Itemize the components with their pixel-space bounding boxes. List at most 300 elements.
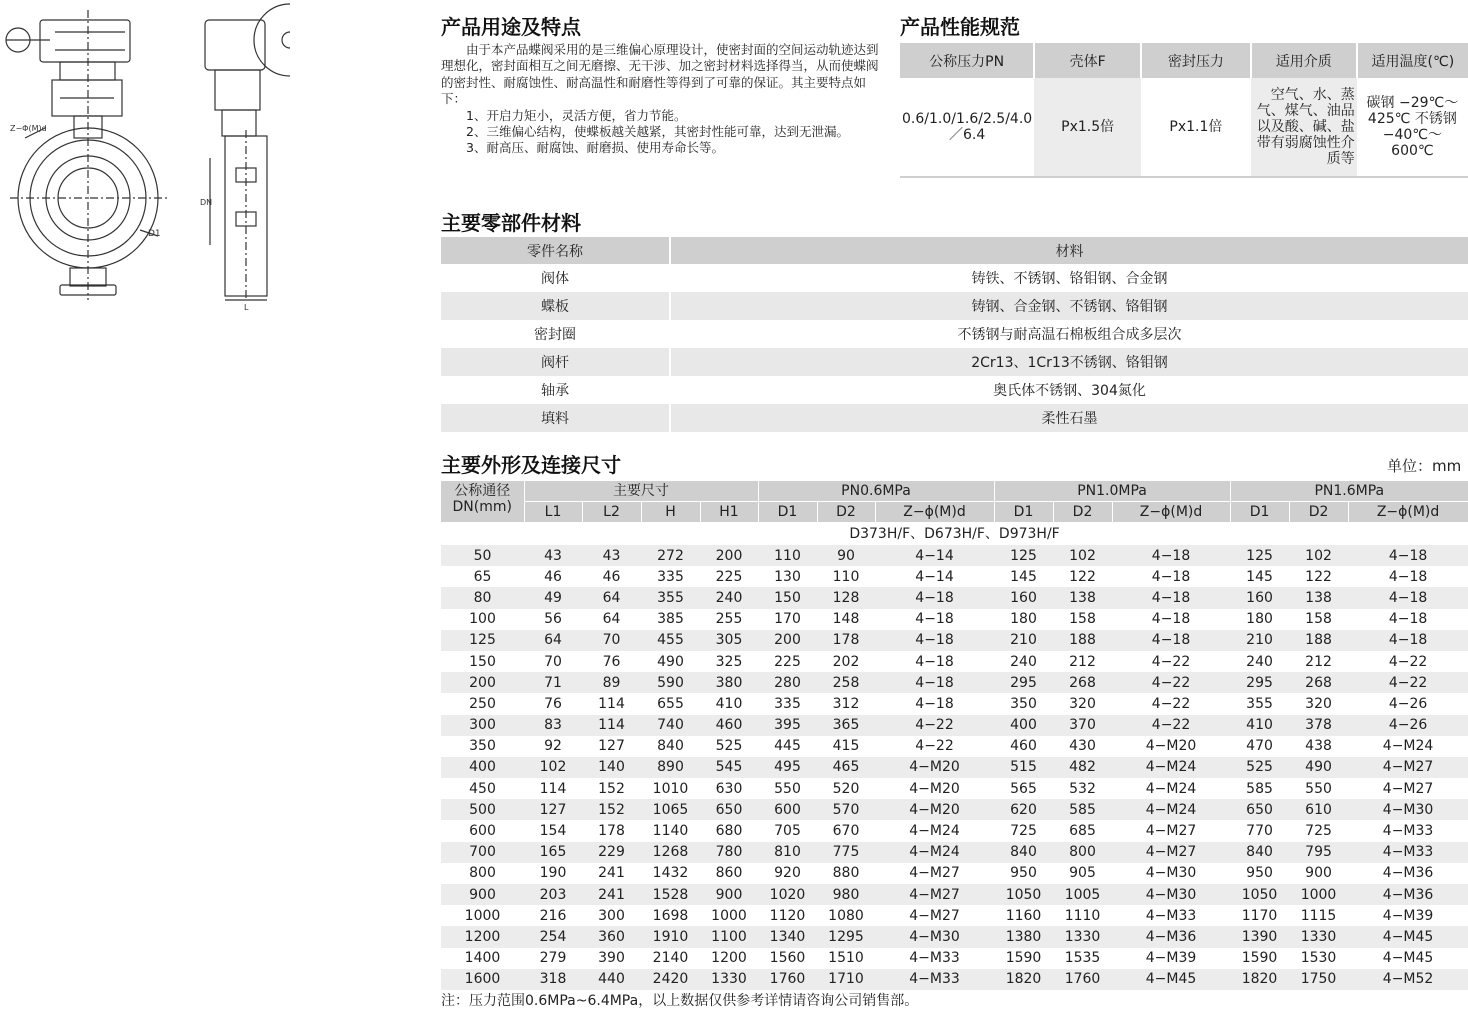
dims-cell: 905	[1069, 865, 1096, 882]
dims-cell: 1750	[1300, 971, 1337, 988]
spec-cell: 0.6/1.0/1.6/2.5/4.0／6.4	[900, 78, 1034, 177]
dims-cell: 4−M27	[909, 865, 960, 882]
dims-cell: 1080	[828, 907, 864, 924]
dims-cell: 241	[598, 886, 625, 903]
dims-cell: 158	[1305, 611, 1332, 628]
dims-cell: 295	[1010, 674, 1037, 691]
dims-cell: 4−M24	[1382, 738, 1434, 755]
dims-cell: 585	[1246, 780, 1273, 797]
dims-cell: 1010	[652, 780, 689, 797]
dims-cell: 400	[469, 759, 496, 776]
dims-title: 主要外形及连接尺寸	[441, 453, 621, 477]
dims-header-pn10: PN1.0MPa	[994, 481, 1230, 502]
dims-cell: 705	[774, 823, 801, 840]
dims-cell: 1600	[464, 971, 501, 988]
dims-cell: 385	[657, 611, 684, 628]
dims-cell: 4−M24	[909, 823, 960, 840]
table-row	[441, 926, 1468, 947]
dims-cell: 4−M20	[909, 780, 960, 797]
dims-cell: 670	[832, 823, 860, 840]
parts-name: 填料	[441, 404, 670, 432]
dims-cell: 2420	[652, 971, 689, 988]
parts-name: 阀杆	[441, 348, 670, 376]
dims-cell: 188	[1305, 632, 1332, 649]
dims-cell: 980	[832, 886, 860, 903]
parts-material: 不锈钢与耐高温石棉板组合成多层次	[957, 327, 1182, 343]
dims-cell: 114	[598, 695, 625, 712]
dims-cell: 1432	[652, 865, 689, 882]
dims-cell: 4−M33	[1145, 907, 1197, 924]
dims-cell: 250	[469, 695, 496, 712]
dims-subheader: D1	[1230, 502, 1289, 523]
dims-cell: 525	[715, 738, 743, 755]
dims-cell: 50	[473, 547, 492, 564]
dims-cell: 300	[598, 907, 625, 924]
dims-cell: 725	[1305, 823, 1332, 840]
dims-cell: 138	[1305, 589, 1332, 606]
dims-cell: 225	[774, 653, 801, 670]
dims-cell: 1050	[1005, 886, 1042, 903]
dims-cell: 482	[1069, 759, 1096, 776]
dims-cell: 1400	[464, 950, 501, 967]
table-row	[441, 778, 1468, 799]
dims-cell: 127	[539, 801, 567, 818]
dims-cell: 154	[539, 823, 567, 840]
dims-cell: 4−18	[915, 653, 954, 670]
dims-subheader: Z−ϕ(M)d	[875, 502, 994, 523]
dims-cell: 212	[1305, 653, 1332, 670]
dims-cell: 4−M45	[1145, 971, 1197, 988]
dims-cell: 680	[715, 823, 743, 840]
dims-cell: 4−22	[1151, 695, 1191, 712]
dims-cell: 355	[1246, 695, 1273, 712]
dims-cell: 880	[832, 865, 860, 882]
dims-cell: 320	[1305, 695, 1332, 712]
dims-cell: 4−M36	[1145, 928, 1197, 945]
dims-cell: 380	[715, 674, 743, 691]
dims-cell: 4−18	[915, 589, 954, 606]
dims-subheader: D2	[1289, 502, 1348, 523]
dims-cell: 180	[1010, 611, 1037, 628]
dims-cell: 920	[774, 865, 801, 882]
table-row	[441, 884, 1468, 905]
dims-cell: 950	[1246, 865, 1273, 882]
dims-cell: 114	[598, 717, 625, 734]
table-row	[441, 842, 1468, 863]
dims-cell: 4−M20	[1145, 738, 1197, 755]
usage-p1: 由于本产品蝶阀采用的是三维偏心原理设计，使密封面的空间运动轨迹达到理想化，密封面相互之间无磨擦、无干涉、加之密封材料选择得当，从而使蝶阀的密封性、耐腐蚀性、耐高温性和耐磨性等得到了可靠的保证。其主要特点如下：	[441, 42, 879, 107]
table-row	[441, 905, 1468, 926]
dims-cell: 335	[774, 695, 801, 712]
dims-cell: 210	[1010, 632, 1037, 649]
dims-cell: 318	[539, 971, 567, 988]
dims-cell: 110	[774, 547, 801, 564]
dims-cell: 840	[1010, 844, 1037, 861]
dims-cell: 56	[544, 611, 562, 628]
dims-cell: 1200	[464, 928, 501, 945]
dims-cell: 200	[469, 674, 496, 691]
spec-cell: Px1.5倍	[1034, 78, 1141, 177]
dims-cell: 410	[715, 695, 743, 712]
dims-cell: 64	[602, 589, 621, 606]
dims-cell: 4−18	[915, 674, 954, 691]
dims-cell: 295	[1246, 674, 1273, 691]
dims-cell: 4−M33	[909, 950, 960, 967]
dims-cell: 64	[544, 632, 562, 649]
dims-cell: 600	[469, 823, 496, 840]
drawing-label-l: L	[244, 303, 249, 312]
dims-cell: 725	[1010, 823, 1037, 840]
dims-cell: 202	[832, 653, 860, 670]
dims-cell: 1065	[652, 801, 689, 818]
dims-cell: 138	[1069, 589, 1096, 606]
parts-name: 蝶板	[441, 292, 670, 320]
dims-cell: 900	[469, 886, 496, 903]
table-row	[441, 672, 1468, 693]
dims-cell: 460	[715, 717, 743, 734]
dims-cell: 4−18	[1151, 589, 1191, 606]
dims-cell: 158	[1069, 611, 1096, 628]
dims-cell: 145	[1010, 568, 1037, 585]
dims-cell: 203	[539, 886, 567, 903]
dims-cell: 4−22	[915, 717, 954, 734]
dims-cell: 950	[1010, 865, 1037, 882]
dims-cell: 4−18	[1388, 632, 1428, 649]
dims-cell: 400	[1010, 717, 1037, 734]
dims-cell: 655	[657, 695, 684, 712]
dims-cell: 740	[657, 717, 684, 734]
dims-cell: 4−M33	[1382, 823, 1434, 840]
dims-cell: 490	[1305, 759, 1332, 776]
dims-cell: 83	[544, 717, 562, 734]
dims-cell: 122	[1069, 568, 1096, 585]
dims-cell: 1760	[1064, 971, 1101, 988]
dims-cell: 127	[598, 738, 625, 755]
dims-cell: 150	[469, 653, 496, 670]
dims-cell: 4−M52	[1382, 971, 1434, 988]
table-row	[441, 948, 1468, 969]
dims-cell: 445	[774, 738, 801, 755]
parts-material: 柔性石墨	[670, 404, 1468, 432]
dims-cell: 4−M33	[1382, 844, 1434, 861]
dims-subheader: H1	[700, 502, 758, 523]
dims-cell: 600	[774, 801, 801, 818]
dims-cell: 1590	[1241, 950, 1278, 967]
dims-cell: 1005	[1064, 886, 1101, 903]
dims-cell: 1020	[769, 886, 806, 903]
dims-cell: 280	[774, 674, 801, 691]
dims-subheader: L1	[524, 502, 582, 523]
table-row	[441, 736, 1468, 757]
spec-header: 壳体F	[1034, 43, 1141, 78]
table-row	[441, 969, 1468, 990]
dims-cell: 890	[657, 759, 684, 776]
dims-cell: 140	[598, 759, 625, 776]
dims-header-main: 主要尺寸	[524, 481, 758, 502]
dims-cell: 1200	[711, 950, 747, 967]
dims-cell: 520	[832, 780, 860, 797]
dims-cell: 325	[715, 653, 743, 670]
dims-cell: 4−M39	[1145, 950, 1197, 967]
dims-cell: 4−M20	[909, 759, 960, 776]
parts-header: 零件名称	[441, 237, 670, 264]
dims-cell: 300	[469, 717, 496, 734]
table-row	[441, 863, 1468, 884]
dims-cell: 415	[832, 738, 860, 755]
table-row	[441, 799, 1468, 820]
dims-cell: 190	[539, 865, 567, 882]
dims-subheader: D2	[817, 502, 875, 523]
dims-cell: 4−18	[1151, 568, 1191, 585]
dims-cell: 395	[774, 717, 801, 734]
dims-cell: 840	[657, 738, 684, 755]
dims-cell: 770	[1246, 823, 1273, 840]
dims-cell: 1110	[1064, 907, 1101, 924]
dims-cell: 80	[473, 589, 492, 606]
dims-cell: 110	[832, 568, 860, 585]
dims-cell: 650	[1246, 801, 1273, 818]
dims-cell: 1510	[828, 950, 864, 967]
dims-cell: 4−14	[915, 547, 954, 564]
spec-cell: Px1.1倍	[1141, 78, 1251, 177]
dims-cell: 350	[469, 738, 496, 755]
usage-title: 产品用途及特点	[441, 15, 581, 39]
usage-p4: 3、耐高压、耐腐蚀、耐磨损、使用寿命长等。	[466, 140, 724, 156]
dims-cell: 515	[1010, 759, 1037, 776]
dims-cell: 43	[544, 547, 562, 564]
dims-cell: 4−14	[915, 568, 954, 585]
dims-subheader: Z−ϕ(M)d	[1348, 502, 1468, 523]
dims-cell: 4−M27	[1382, 780, 1434, 797]
dims-cell: 840	[1246, 844, 1273, 861]
dims-cell: 4−M27	[909, 907, 960, 924]
dims-cell: 128	[832, 589, 860, 606]
dims-cell: 4−M20	[909, 801, 960, 818]
dims-cell: 1535	[1064, 950, 1101, 967]
dims-cell: 46	[544, 568, 562, 585]
dims-cell: 122	[1305, 568, 1332, 585]
dims-cell: 279	[539, 950, 567, 967]
dims-cell: 335	[657, 568, 684, 585]
dims-cell: 225	[715, 568, 743, 585]
dims-cell: 685	[1069, 823, 1096, 840]
spec-table	[900, 43, 1468, 178]
dims-cell: 4−M30	[1382, 801, 1434, 818]
dims-cell: 1820	[1241, 971, 1278, 988]
dims-cell: 216	[539, 907, 567, 924]
dims-cell: 545	[715, 759, 743, 776]
dims-cell: 1528	[652, 886, 689, 903]
dims-cell: 268	[1069, 674, 1096, 691]
dims-cell: 570	[832, 801, 860, 818]
dims-cell: 90	[837, 547, 855, 564]
dims-cell: 780	[715, 844, 743, 861]
spec-header: 密封压力	[1141, 43, 1251, 78]
spec-header: 公称压力PN	[900, 43, 1034, 78]
dims-cell: 210	[1246, 632, 1273, 649]
dims-cell: 4−18	[1151, 632, 1191, 649]
dims-cell: 1820	[1005, 971, 1042, 988]
dims-cell: 350	[1010, 695, 1037, 712]
dims-cell: 1710	[828, 971, 864, 988]
dims-cell: 4−26	[1388, 695, 1428, 712]
dims-table	[441, 481, 1468, 990]
dims-header-pn06: PN0.6MPa	[758, 481, 994, 502]
dims-cell: 1170	[1241, 907, 1278, 924]
dims-cell: 4−18	[1388, 547, 1428, 564]
dims-cell: 272	[657, 547, 684, 564]
drawing-label-d1: D1	[148, 229, 161, 239]
dims-cell: 378	[1305, 717, 1332, 734]
dims-cell: 500	[469, 801, 496, 818]
dims-cell: 1000	[1300, 886, 1337, 903]
dims-cell: 180	[1246, 611, 1273, 628]
dims-cell: 430	[1069, 738, 1096, 755]
dims-cell: 178	[832, 632, 860, 649]
dims-cell: 455	[657, 632, 684, 649]
dims-cell: 312	[832, 695, 860, 712]
table-row	[441, 545, 1468, 566]
dims-cell: 900	[715, 886, 743, 903]
dims-cell: 1910	[652, 928, 689, 945]
dims-cell: 125	[1010, 547, 1037, 564]
dims-cell: 64	[602, 611, 621, 628]
dims-cell: 100	[469, 611, 496, 628]
usage-text	[441, 42, 881, 157]
dims-cell: 590	[657, 674, 684, 691]
dims-cell: 4−22	[915, 738, 954, 755]
dims-cell: 410	[1246, 717, 1273, 734]
dims-cell: 460	[1010, 738, 1037, 755]
dims-cell: 365	[832, 717, 860, 734]
dims-cell: 775	[832, 844, 860, 861]
dims-cell: 102	[1305, 547, 1332, 564]
dims-cell: 65	[473, 568, 492, 585]
dims-cell: 4−M27	[1382, 759, 1434, 776]
parts-material: 铸钢、合金钢、不锈钢、铬钼钢	[670, 292, 1468, 320]
drawing-label-dn: DN	[200, 198, 213, 207]
dims-cell: 148	[832, 611, 860, 628]
dims-cell: 240	[715, 589, 743, 606]
dims-cell: 360	[598, 928, 625, 945]
dims-cell: 89	[602, 674, 621, 691]
dims-cell: 495	[774, 759, 801, 776]
dims-cell: 268	[1305, 674, 1332, 691]
dims-cell: 650	[715, 801, 743, 818]
dims-cell: 1295	[828, 928, 864, 945]
dims-cell: 240	[1246, 653, 1273, 670]
dims-cell: 1760	[769, 971, 806, 988]
valve-drawing	[0, 0, 290, 320]
dims-cell: 355	[657, 589, 684, 606]
dims-cell: 4−18	[1388, 611, 1428, 628]
dims-cell: 305	[715, 632, 743, 649]
dims-cell: 4−M24	[1145, 801, 1197, 818]
dims-cell: 1115	[1300, 907, 1337, 924]
dims-cell: 1330	[1300, 928, 1337, 945]
spec-header: 适用介质	[1251, 43, 1357, 78]
dims-cell: 200	[774, 632, 801, 649]
dims-cell: 49	[544, 589, 562, 606]
dims-cell: 490	[657, 653, 684, 670]
dims-cell: 4−26	[1388, 717, 1428, 734]
table-row	[441, 820, 1468, 841]
dims-cell: 4−18	[915, 695, 954, 712]
dims-header-pn16: PN1.6MPa	[1230, 481, 1468, 502]
parts-material: 2Cr13、1Cr13不锈钢、铬钼钢	[670, 348, 1468, 376]
spec-title: 产品性能规范	[900, 15, 1020, 39]
dims-cell: 860	[715, 865, 743, 882]
dims-cell: 70	[544, 653, 562, 670]
dims-cell: 4−M36	[1382, 886, 1434, 903]
dims-subheader: H	[641, 502, 700, 523]
dims-cell: 150	[774, 589, 801, 606]
dims-cell: 70	[602, 632, 621, 649]
dims-cell: 152	[598, 780, 625, 797]
dims-cell: 178	[598, 823, 625, 840]
dims-cell: 1380	[1005, 928, 1042, 945]
dims-cell: 630	[715, 780, 743, 797]
table-row	[441, 630, 1468, 651]
dims-cell: 4−M30	[909, 928, 960, 945]
dims-cell: 565	[1010, 780, 1037, 797]
dims-cell: 800	[469, 865, 496, 882]
drawing-label-z: Z−Φ(M)d	[10, 124, 47, 133]
dims-cell: 550	[774, 780, 801, 797]
dims-cell: 1120	[769, 907, 806, 924]
dims-cell: 229	[598, 844, 625, 861]
unit-label: 单位：mm	[1387, 457, 1462, 475]
dims-cell: 1100	[711, 928, 747, 945]
dims-cell: 1050	[1241, 886, 1278, 903]
spec-cell: 空气、水、蒸气、煤气、油品以及酸、碱、盐带有弱腐蚀性介质等	[1251, 78, 1357, 177]
dims-cell: 585	[1069, 801, 1096, 818]
dims-cell: 160	[1010, 589, 1037, 606]
dims-cell: 4−M30	[1145, 886, 1197, 903]
dims-cell: 165	[539, 844, 567, 861]
dims-cell: 4−M45	[1382, 950, 1434, 967]
usage-p2: 1、开启力矩小，灵活方便，省力节能。	[466, 107, 687, 123]
dims-cell: 102	[539, 759, 567, 776]
dims-cell: 4−18	[915, 632, 954, 649]
dims-cell: 4−22	[1151, 717, 1191, 734]
dims-cell: 450	[469, 780, 496, 797]
dims-cell: 1330	[711, 971, 747, 988]
dims-cell: 4−M39	[1382, 907, 1434, 924]
dims-cell: 1340	[769, 928, 806, 945]
dims-cell: 4−M24	[1145, 780, 1197, 797]
dims-cell: 550	[1305, 780, 1332, 797]
table-row	[441, 715, 1468, 736]
dims-cell: 795	[1305, 844, 1332, 861]
dims-cell: 43	[602, 547, 621, 564]
dims-subheader: Z−ϕ(M)d	[1112, 502, 1230, 523]
table-row	[441, 757, 1468, 778]
dims-cell: 440	[598, 971, 625, 988]
dims-cell: 1530	[1300, 950, 1337, 967]
dims-cell: 4−22	[1388, 674, 1428, 691]
dims-cell: 46	[602, 568, 621, 585]
parts-material: 奥氏体不锈钢、304氮化	[993, 383, 1146, 399]
dims-cell: 4−18	[915, 611, 954, 628]
dims-cell: 438	[1305, 738, 1332, 755]
dims-cell: 200	[715, 547, 743, 564]
parts-table	[441, 237, 1468, 432]
table-row	[441, 587, 1468, 608]
dims-cell: 71	[544, 674, 562, 691]
parts-material: 铸铁、不锈钢、铬钼钢、合金钢	[971, 271, 1168, 287]
dims-cell: 170	[774, 611, 801, 628]
